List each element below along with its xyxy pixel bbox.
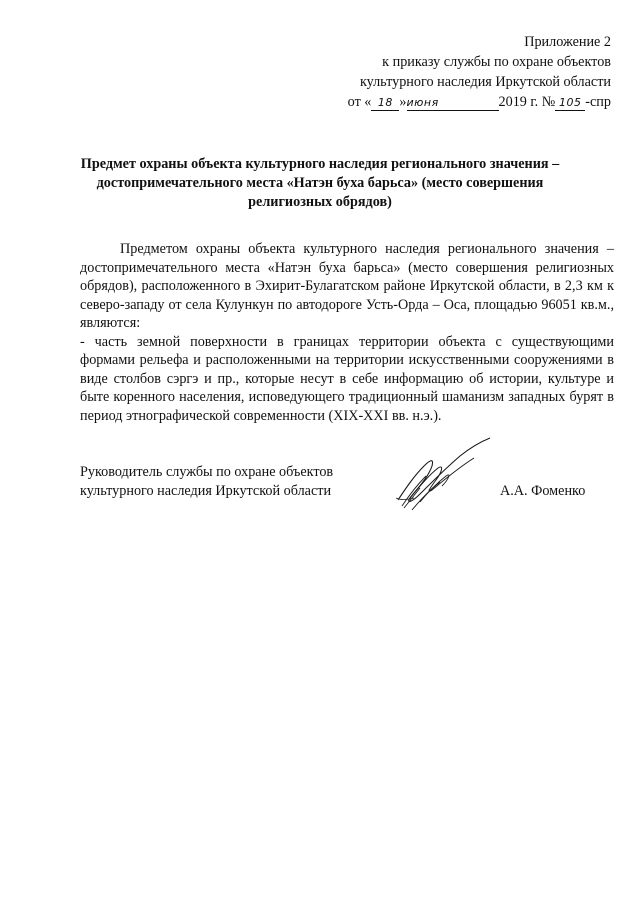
title-line-2: достопримечательного места «Натэн буха барьса» (место совершения [96, 175, 544, 191]
date-month: июня [407, 96, 499, 111]
appendix-order-ref: к приказу службы по охране объектов [382, 54, 611, 70]
signatory-position-line-2: культурного наследия Иркутской области [80, 482, 332, 499]
signatory-position [80, 463, 380, 500]
appendix-header [281, 32, 611, 112]
date-prefix: от « [347, 94, 372, 110]
document-body [80, 240, 614, 425]
body-paragraph-2: - часть земной поверхности в границах территории объекта с существующими формами рельефа и расположенными на территории искусственными сооружениями в виде столбов сэргэ и пр., которые несут в себе информацию об истории, культуре и быте коренного населения, исповедующего традиционный шаманизм западных бурят в период этнографической современности (XIX-XXI вв. н.э.). [80, 333, 614, 424]
date-day: 18 [371, 96, 399, 111]
appendix-agency: культурного наследия Иркутской области [359, 74, 611, 90]
appendix-title: Приложение 2 [524, 34, 611, 50]
document-title [60, 155, 580, 212]
handwritten-signature [380, 428, 500, 518]
signatory-name: А.А. Фоменко [500, 483, 586, 499]
order-suffix: -спр [585, 94, 611, 110]
order-number: 105 [555, 96, 585, 111]
body-paragraph-1: Предметом охраны объекта культурного наследия регионального значения – достопримечательного места «Натэн буха барьса» (место совершения религиозных обрядов), расположенного в Эхирит-Булагатском районе Иркутской области, в 2,3 км к северо-западу от села Кулункун по автодороге Усть-Орда – Оса, площадью 96051 кв.м., являются: [80, 241, 614, 331]
appendix-date-line [281, 92, 611, 112]
title-line-1: Предмет охраны объекта культурного наследия регионального значения – [80, 156, 560, 172]
title-line-3: религиозных обрядов) [248, 194, 392, 210]
signatory-position-line-1: Руководитель службы по охране объектов [80, 464, 334, 480]
date-year: 2019 г. № [498, 94, 556, 110]
date-mid: » [399, 94, 407, 110]
